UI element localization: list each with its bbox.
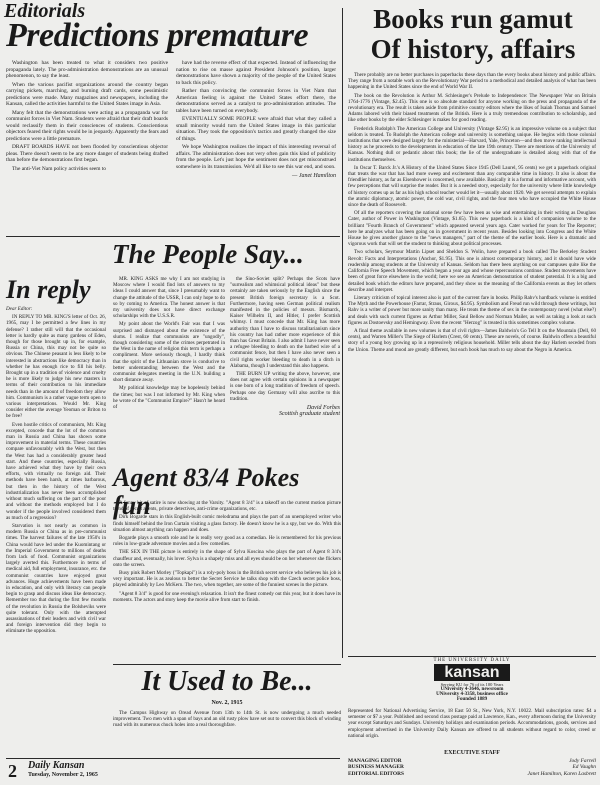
books-headline-line-1: Books run gamut <box>373 4 573 34</box>
books-paragraph: In Oscar T. Barck Jr.'s A History of the United States Since 1945 (Dell Laurel, 95 cents) we get a paperback original that treats the war that has had more sweep and excitement than any comparable time in history. It also is about the friendlier history, as far as Eisenhower is concerned, now available. Basically it is a formal and informative account, with few perceptions that will surprise the reader. But it is a needed story, especially for the university where little knowledge of history comes up as far as his high school teacher would let it—usually about 1920. We get several attempts to explain the atomic diplomacy, atomic power, the cold war, civil rights, and the four men who have occupied the White House since the death of Roosevelt. <box>348 164 596 209</box>
predictions-col-2 <box>176 60 336 232</box>
books-paragraph: Frederick Rudolph's The American College and University (Vintage $2.95) is an impressive volume on a subject that seldom is treated. To Rudolph the American college and university is something unique. He begins with those colonial institutions that were designed largely for the ministerial—Harvard, Yale, Princeton—and then move ranking intellectual history as he proceeds to the developments in education of the late 19th century. There are mentions of the University of Kansas. Nothing dull or pedantic about this book; the lie of the undergraduate is detailed along with that of the institutions themselves. <box>348 125 596 163</box>
agent-headline: Agent 83/4 Pokes fun <box>113 463 300 520</box>
predictions-paragraph: Washington has been treated to what it considers two positive propaganda lately. The pro-administration demonstrations are an unusual phenomenon, to say the least. <box>6 60 168 79</box>
masthead-name <box>434 664 509 681</box>
masthead-paragraph: Represented for National Advertising Service, 18 East 50 St., New York, N.Y. 10022. Mail subscription rates: $4 a semester or $7 a year. Published and second class postage paid at Lawrence, Kan., every afternoon during the University year except Saturdays and Sundays. University holidays and examination periods. Accommodations, goods, services and employment advertised in the University Daily Kansan are offered to all students without regard to color, creed or national origin. <box>348 708 596 739</box>
masthead-top: THE UNIVERSITY DAILY <box>433 658 511 663</box>
books-headline <box>348 6 598 70</box>
column-rule <box>342 8 343 658</box>
books-paragraph: Literary criticism of topical interest also is part of the current fare in books. Philip Rahv's hardback volume is entitled The Myth and the Powerhouse (Farrar, Straus, Giroux, $4.95). Symbolism and Freud run wild through these writings, but Rahv is a writer of power but more sanity than many. He treats the theme of sex in the contemporary novel (what else?) and deals with such current figures as Arthur Miller, Saul Bellow and Norman Mailer, as well as taking a look at such figures as Dostoevsky and Hemingway. Even the recent "Herzog" is treated in this sometimes complex volume. <box>348 294 596 326</box>
books-paragraph: The book on the Revolution is Arthur M. Schlesinger's Prelude to Independence: The Newspaper War on Britain 1764-1776 (Vintage, $2.45). This one is so absolute standard for anyone working on the press and propaganda of the revolutionary era. The result is taken aside from primitive country editors where the likes of Isaiah Thomas and Samuel Adams labored with their biased treatments of the British. Here is a truly tremendous contribution to scholarship, and like other books by the elder Schlesinger is makes for good reading. <box>348 92 596 124</box>
reply-paragraph: IN REPLY TO MR. KING'S letter of Oct. 26, 1965, may I be permitted a few lines in my defense? I rather still will that the occasional letter is hardly quite as many gardens of Eden, though for those brought up in, for example, Russia or China, this may not be quite so obvious. The Chinese peasant is less likely to be interested in abstractions like democracy than in whether he has enough rice to fill his belly. Brought up in a tradition of violence and cruelty he is more likely to judge his new masters in terms of their contribution to his immediate needs than in the amount of freedom they allow him. Communism is a rather vague term open to various interpretations. Would Mr. King consider either the average Yeoman or Briton to be free? <box>6 314 106 420</box>
used-paragraph: The Campus Highway on Oread Avenue from 13th to 14th St. is now undergoing a much needed improvement. Two men with a span of bays and an old rusty plow have set out to convert this block of winding road with its numerous chuck holes into a real thoroughfare. <box>113 710 341 729</box>
staff-role: EDITORIAL EDITORS <box>348 770 404 777</box>
people-paragraph: My point about the World's Fair was that I was surprised and dismayed about the existence of the slums. I realize that communists are "ungodly", though considering some of the crimes perpetrated in the West in the name of religion this term is perhaps a compliment. More seriously though, I hardly think that the spirit of the Lithuanian stove is conducive to better understanding between the West and the communist delegates meeting in the U.N. building a short distance away. <box>113 321 225 384</box>
agent-paragraph: Dirk Bogarde stars in this English-built comic melodrama and plays the part of an unemployed writer who finds himself behind the Iron Curtain visiting a glass factory. He doesn't know he is a spy, but we do. With this situation almost anything can happen and does. <box>113 514 341 533</box>
folio-page-number: 2 <box>8 761 17 781</box>
people-signature: David Forbes <box>306 405 340 412</box>
folio-rule <box>6 758 340 759</box>
masthead-rule <box>348 656 596 657</box>
reply-paragraph: Even hostile critics of communism, Mr. King excepted, concede that the lot of the common man in Russia and China has shown some improvement in material terms. These countries compare unfavourably with the West, but then the West has had a considerably greater head start. And these countries, especially Russia, have achieved what they have by their own efforts, with virtually no foreign aid. Their methods have been harsh, at times barbarous, but then in the history of the West industrialization has never been accomplished without much suffering on the part of the poor and without the methods employed but I do wonder if the people involved considered them as much of a regression? <box>6 421 106 521</box>
masthead-body <box>348 708 596 750</box>
section-title: Editorials <box>4 0 86 22</box>
folio-date: Tuesday, November 2, 1965 <box>28 772 98 778</box>
predictions-paragraph: We hope Washington realizes the impact of this interesting reversal of affairs. The administration does not very often gain this kind of publicity from the people. Let's just hope the sentiment does not get misconstrued somewhere in its transmission. We'd all like to see this war end, and soon. <box>176 144 336 170</box>
in-reply-headline: In reply <box>6 275 91 304</box>
books-body <box>348 72 596 650</box>
people-col-2 <box>230 276 340 456</box>
predictions-paragraph: have had the reverse effect of that expected. Instead of influencing the nation to rise on masse against President Johnson's position, larger demonstrations have shown a majority of the people of the United States to back this policy. <box>176 60 336 86</box>
predictions-paragraph: Rather than convincing the communist forces in Viet Nam that American feeling is against the United States effort there, the demonstrations served as a catalyst to pro-administration attitudes. The tables have been turned on everybody. <box>176 88 336 114</box>
staff-role: BUSINESS MANAGER <box>348 764 404 771</box>
predictions-paragraph: When the various pacifist organizations around the country began carrying pickets, marching, and burning draft cards, some pessimistic predictions were made. Many magazines and newspapers, including the Kansan, called the activities harmful to the United States image in Asia. <box>6 81 168 107</box>
masthead <box>348 658 596 706</box>
used-body <box>113 710 341 746</box>
masthead-phone-2: UNiversity 4-3358, business office <box>436 692 508 697</box>
books-paragraph: Two scholars, Seymour Martin Lipset and Sheldon S. Wolin, have prepared a book called The Berkeley Student Revolt: Facts and Interpretations (Anchor, $1.95). This one is almost contemporary history, and it should have wide readership among students at the University of Kansas. Seldom has there been anything on our campuses quite like the California Free Speech Movement, which began a year ago and whose repercussions continue. Student movements have been of great force elsewhere in the world; here we see an American demonstration of student potential. It is a big and detailed book which the editors have prepared, and they show us the meaning of the California events as they let others describe and interpret. <box>348 249 596 293</box>
people-paragraph: MR. KING ASKS me why I am not studying in Moscow where I would find lots of answers to my ideas I could answer that, since I presumably want to change the attitude of the USSR, I can only hope to do so by coming to America. The honest answer is that my university does not have direct exchange scholarships with the U.S.S.R. <box>113 276 225 320</box>
staff-name: Janet Hamilton, Karen Lasbrett <box>527 770 596 777</box>
masthead-name-text: kansan <box>444 664 500 681</box>
predictions-paragraph: EVENTUALLY SOME PEOPLE were afraid that what they called a small minority would turn the United States image in this particular situation. They took the opposition's tactics and greatly changed the size of things. <box>176 116 336 142</box>
predictions-byline: — Janet Hamilton <box>292 173 336 179</box>
people-paragraph: the Sino-Soviet split? Perhaps the Scots have "surrealism and whimsical political ideas" but these certainly are taken seriously by the English since the present British foreign secretary is a Scot. Furthermore, having seen German political realism manifested in the policies of messrs. Bismarck, Kaiser Wilhelm II, and Hitler, I prefer Scottish whimsy. I must concede that Mr. King has more authority than I have to discuss totalitarianism since his country has had rather more experience of this than has Great Britain. I also admit I have never seen a refugee bleeding to death on the barbed wire of a communist fence, but then I have also never seen a civil rights worker bleeding to death in a ditch in Alabama, though I understand this also happens. <box>230 276 340 369</box>
staff-name: Jody Farrell <box>569 758 596 764</box>
staff-role: MANAGING EDITOR <box>348 758 402 764</box>
predictions-col-1 <box>6 60 168 232</box>
section-rule <box>6 236 340 237</box>
books-paragraph: A final theme available in new volumes is that of civil rights—James Baldwin's Go Tell It on the Mountain (Dell, 60 cents), and Warren Miller's The Siege of Harlem (Crest, 60 cents). These are novels, of course. Baldwin offers a beautiful story of a young boy growing up in a repressively religious household. Miller tells about the day Harlem seceded from the Union. Theme and mood are greatly different, but each book has much to say about the Negro in America. <box>348 327 596 353</box>
books-paragraph: Of all the reporters covering the national scene few have been as wise and entertaining in their writing as Douglass Cater, author of Power in Washington (Vintage, $1.65). This new paperback is a kind of companion volume to the brilliant "Fourth Branch of Government" which appeared several years ago. Cater worked for years for The Reporter; here he analyzes what has been going on in government in recent years. Besides looking into Congress and the White House he gives another glance to the "news managers," part of the theme of the earlier book. Here is a dramatic and vigorous work that will set the student to thinking about political processes. <box>348 210 596 248</box>
books-headline-line-2: Of history, affairs <box>370 34 576 64</box>
masthead-phone-1: UNiversity 4-3646, newsroom <box>440 687 504 692</box>
people-signature-sub: Scottish graduate student <box>279 411 340 418</box>
books-paragraph: There probably are no better purchases in paperbacks these days than the every books about history and public affairs. They range from a notable work on the Revolutionary War period to a methodical and detailed analysis of what has been happening in the United States since the end of World War II. <box>348 72 596 91</box>
predictions-paragraph: DRAFT BOARDS HAVE not been flooded by conscientious objector pleas. There doesn't seem to be any more danger of students being drafted than before the demonstrations first began. <box>6 144 168 163</box>
masthead-founded: Founded 1889 <box>456 697 488 702</box>
used-date: Nov. 2, 1915 <box>211 700 243 706</box>
reply-salutation: Dear Editor: <box>6 306 33 312</box>
reply-paragraph: Starvation is not nearly as common in modern Russia or China as in pre-communist times. The harvest failures of the late 1950's in China would have led under the Kuomintang or the Imperial Government to millions of deaths from lack of food. Communist organizations largely averted this. Furthermore in terms of medical aid, full employment, insurance, etc. the communist countries have enjoyed great advances. Huge achievements have been made in education, and only with literacy can people begin to grasp and discuss ideas like democracy. Remember too that during the first few months of the revolution in Russia the Bolsheviks were quite tolerant. Only with the attempted assassinations of their leaders and with civil war and foreign intervention did they begin to eliminate the opposition. <box>6 522 106 635</box>
agent-paragraph: "Agent 8 3/4" is good for one evening's relaxation. It isn't the finest comedy out this year, but it does have its moments. The actors and story keep the movie alive from start to finish. <box>113 590 341 603</box>
agent-paragraph: THE SEX IN THE picture is entirely in the shape of Sylva Koscina who plays the part of Agent 8 3/4's chauffeur and, eventually, his lover. Sylva is a shapely miss and all eyes should be on her whenever she flickers onto the screen. <box>113 549 341 568</box>
agent-body <box>113 500 341 660</box>
people-paragraph: My political knowledge may be hopelessly behind the times; but was I not informed by Mr. King when he wrote of the "Communist Empire?" Hasn't he heard of <box>113 385 225 411</box>
people-col-1 <box>113 276 225 456</box>
staff-list <box>348 758 596 784</box>
section-rule <box>113 664 341 665</box>
staff-title: EXECUTIVE STAFF <box>444 750 500 756</box>
staff-name: Ed Vaughn <box>572 764 596 771</box>
agent-paragraph: A funny bit of satire is now showing at the Varsity. "Agent 8 3/4" is a takeoff on the current motion picture trend of secret agents, private detectives, anti-crime organizations, etc. <box>113 500 341 513</box>
masthead-tagline: Serving KU for 76 of its 100 Years <box>440 682 504 687</box>
predictions-paragraph: The anti-Viet Nam policy activities seem to <box>12 165 106 172</box>
staff-row <box>348 771 596 777</box>
people-paragraph: THE BURN UP writing the above, however, one does not agree with certain opinions in a newspaper is one born of a long tradition of freedom of speech. Perhaps one day Germany will also ascribe to this tradition. <box>230 371 340 402</box>
predictions-paragraph: Many felt that the demonstrations were acting as a propaganda war for communist forces in Viet Nam. Students were afraid that their draft boards would reclassify them in their consciences of students. Conscientious objectors feared their rights would be in jeopardy. Apparently the fears and predictions were a little premature. <box>6 109 168 142</box>
predictions-headline: Predictions premature <box>6 17 309 54</box>
people-say-headline: The People Say... <box>112 239 304 269</box>
folio-paper-name: Daily Kansan <box>28 760 85 771</box>
agent-paragraph: Busy pink Robert Morley ("Topkapi") is a roly-poly boss in the British secret service who believes his job is very important. He is as zealous to better the Secret Service he talks shop with the Czech secret police boss, played admirably by Leo McKern. The two, when together, are some of the funniest scenes in the picture. <box>113 570 341 589</box>
used-headline: It Used to Be... <box>141 666 313 697</box>
in-reply-body <box>6 306 106 756</box>
agent-paragraph: Bogarde plays a smooth role and he is really very good as a comedian. He is remembered for his previous roles in low-grade adventure movies and a few comedies. <box>113 535 341 548</box>
